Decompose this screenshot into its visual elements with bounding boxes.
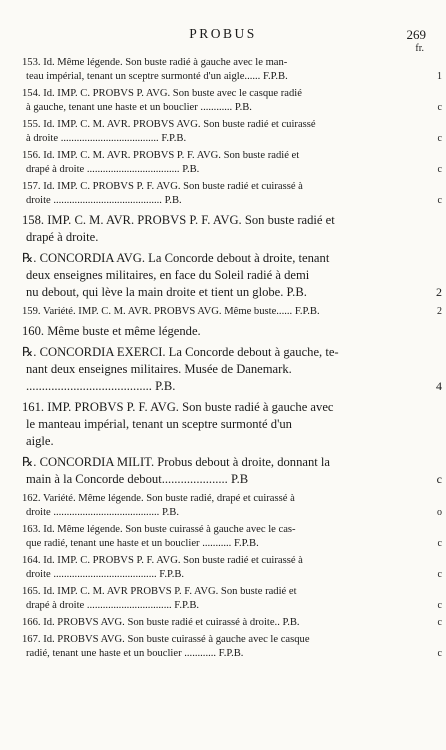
entry-line: main à la Concorde debout..................... P.B (26, 472, 249, 486)
coin-entry (22, 180, 442, 208)
entry-line: 162. Variété. Même légende. Son buste radié, drapé et cuirassé à (22, 493, 295, 504)
entry-line: 167. Id. PROBVS AVG. Son buste cuirassé à gauche avec le casque (22, 634, 310, 645)
entry-line: 158. IMP. C. M. AVR. PROBVS P. F. AVG. Son buste radié et (22, 213, 335, 227)
entry-line: 161. IMP. PROBVS P. F. AVG. Son buste radié à gauche avec (22, 400, 334, 414)
coin-entry (22, 344, 442, 395)
rarity-mark: 1 (437, 71, 442, 82)
coin-entry (22, 323, 424, 340)
rarity-mark: c (437, 102, 442, 113)
entry-line: nant deux enseignes militaires. Musée de Danemark. (26, 362, 292, 376)
entry-line: 155. Id. IMP. C. M. AVR. PROBVS AVG. Son buste radié et cuirassé (22, 119, 316, 130)
coin-entry (22, 492, 442, 520)
coin-entry (22, 633, 442, 661)
coin-entry (22, 616, 442, 630)
entry-line: teau impérial, tenant un sceptre surmonté d'un aigle...... F.P.B. (26, 71, 288, 82)
entry-line: aigle. (26, 434, 54, 448)
page-header (0, 26, 446, 44)
coin-entry (22, 118, 442, 146)
rarity-mark: c (437, 648, 442, 659)
coin-entry (22, 305, 442, 319)
entry-line: droite ......................................... P.B. (26, 195, 182, 206)
coin-entry (22, 585, 442, 613)
entry-line: à gauche, tenant une haste et un bouclier ............ P.B. (26, 102, 252, 113)
entry-line: 164. Id. IMP. C. PROBVS P. F. AVG. Son buste radié et cuirassé à (22, 555, 303, 566)
entry-line: 163. Id. Même légende. Son buste cuirassé à gauche avec le cas- (22, 524, 296, 535)
rarity-mark: c (437, 195, 442, 206)
rarity-mark: c (437, 538, 442, 549)
entry-line: 159. Variété. IMP. C. M. AVR. PROBVS AVG. Même buste...... F.P.B. (22, 306, 320, 317)
entry-line: 160. Même buste et même légende. (22, 324, 201, 338)
rarity-column-label: fr. (415, 43, 424, 54)
entry-line: droite ........................................ P.B. (26, 507, 180, 518)
coin-entry (22, 56, 442, 84)
entry-line: drapé à droite. (26, 230, 99, 244)
running-title: PROBUS (189, 26, 257, 41)
rarity-mark: c (437, 164, 442, 175)
entry-line: nu debout, qui lève la main droite et tient un globe. P.B. (26, 285, 307, 299)
entry-line: 165. Id. IMP. C. M. AVR PROBVS P. F. AVG. Son buste radié et (22, 586, 297, 597)
entry-line: à droite ..................................... F.P.B. (26, 133, 187, 144)
entry-line: radié, tenant une haste et un bouclier ............ F.P.B. (26, 648, 244, 659)
coin-entry (22, 250, 442, 301)
rarity-mark: c (437, 569, 442, 580)
coin-entries-list (22, 56, 442, 664)
entry-line: ℞. CONCORDIA AVG. La Concorde debout à droite, tenant (22, 251, 330, 265)
rarity-mark: c (437, 600, 442, 611)
entry-line: deux enseignes militaires, en face du Soleil radié à demi (26, 268, 310, 282)
entry-line: 153. Id. Même légende. Son buste radié à gauche avec le man- (22, 57, 288, 68)
rarity-mark: 2 (437, 306, 442, 317)
rarity-mark: 2 (436, 285, 442, 299)
entry-line: ........................................ P.B. (26, 379, 176, 393)
entry-line: drapé à droite ................................ F.P.B. (26, 600, 200, 611)
rarity-mark: o (437, 507, 442, 518)
rarity-mark: 4 (436, 379, 442, 393)
rarity-mark: c (437, 133, 442, 144)
entry-line: ℞. CONCORDIA EXERCI. La Concorde debout à gauche, te- (22, 345, 339, 359)
coin-entry (22, 212, 424, 246)
coin-entry (22, 149, 442, 177)
entry-line: 157. Id. IMP. C. PROBVS P. F. AVG. Son buste radié et cuirassé à (22, 181, 303, 192)
entry-line: droite ....................................... F.P.B. (26, 569, 185, 580)
entry-line: 156. Id. IMP. C. M. AVR. PROBVS P. F. AVG. Son buste radié et (22, 150, 300, 161)
entry-line: que radié, tenant une haste et un bouclier ........... F.P.B. (26, 538, 259, 549)
entry-line: ℞. CONCORDIA MILIT. Probus debout à droite, donnant la (22, 455, 331, 469)
entry-line: le manteau impérial, tenant un sceptre surmonté d'un (26, 417, 292, 431)
rarity-mark: c (436, 472, 442, 486)
coin-entry (22, 399, 424, 450)
coin-entry (22, 87, 442, 115)
entry-line: drapé à droite ................................... P.B. (26, 164, 200, 175)
coin-entry (22, 454, 442, 488)
coin-entry (22, 523, 442, 551)
page-number: 269 (406, 27, 426, 42)
coin-entry (22, 554, 442, 582)
entry-line: 166. Id. PROBVS AVG. Son buste radié et cuirassé à droite.. P.B. (22, 617, 300, 628)
entry-line: 154. Id. IMP. C. PROBVS P. AVG. Son buste avec le casque radié (22, 88, 302, 99)
rarity-mark: c (437, 617, 442, 628)
